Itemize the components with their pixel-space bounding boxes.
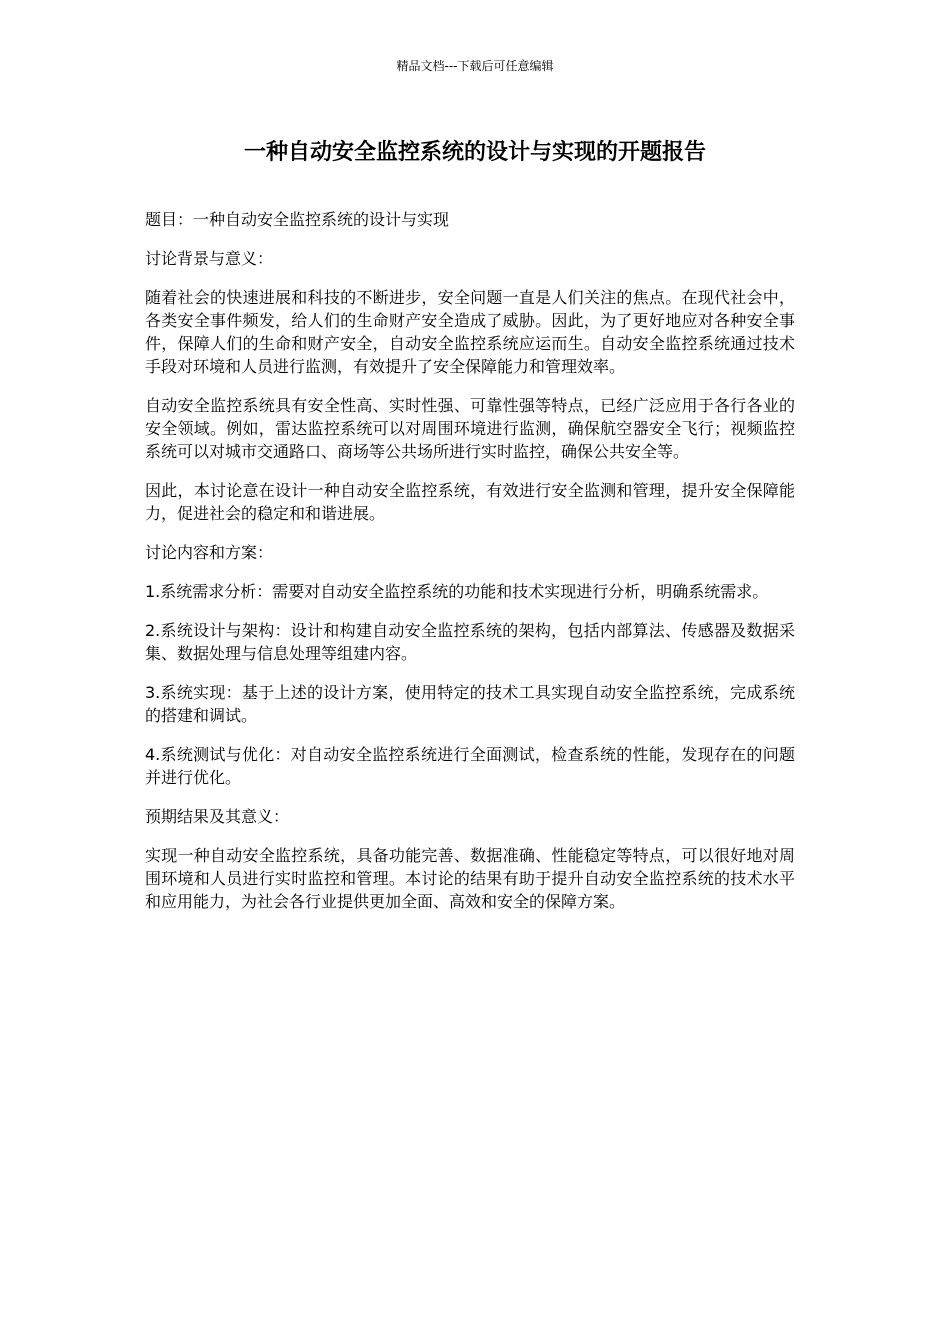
document-body [145,208,795,929]
section-heading-background: 讨论背景与意义： [145,249,274,268]
topic-line: 题目：一种自动安全监控系统的设计与实现 [145,210,450,229]
content-item-3: 3.系统实现：基于上述的设计方案，使用特定的技术工具实现自动安全监控系统，完成系统的搭建和调试。 [145,683,795,725]
document-title: 一种自动安全监控系统的设计与实现的开题报告 [243,140,706,165]
content-item-1: 1.系统需求分析：需要对自动安全监控系统的功能和技术实现进行分析，明确系统需求。 [145,582,769,601]
background-paragraph-2: 自动安全监控系统具有安全性高、实时性强、可靠性强等特点，已经广泛应用于各行各业的安全领域。例如，雷达监控系统可以对周围环境进行监测，确保航空器安全飞行；视频监控系统可以对城市交通路口、商场等公共场所进行实时监控，确保公共安全等。 [145,396,795,461]
background-paragraph-1: 随着社会的快速进展和科技的不断进步，安全问题一直是人们关注的焦点。在现代社会中，各类安全事件频发，给人们的生命财产安全造成了威胁。因此，为了更好地应对各种安全事件，保障人们的生命和财产安全，自动安全监控系统应运而生。自动安全监控系统通过技术手段对环境和人员进行监测，有效提升了安全保障能力和管理效率。 [145,288,795,376]
section-heading-results: 预期结果及其意义： [145,807,290,826]
content-item-4: 4.系统测试与优化：对自动安全监控系统进行全面测试，检查系统的性能，发现存在的问题并进行优化。 [145,745,795,787]
content-item-2: 2.系统设计与架构：设计和构建自动安全监控系统的架构，包括内部算法、传感器及数据采集、数据处理与信息处理等组建内容。 [145,621,795,663]
background-paragraph-3: 因此，本讨论意在设计一种自动安全监控系统，有效进行安全监测和管理，提升安全保障能力，促进社会的稳定和和谐进展。 [145,481,795,523]
results-paragraph: 实现一种自动安全监控系统，具备功能完善、数据准确、性能稳定等特点，可以很好地对周围环境和人员进行实时监控和管理。本讨论的结果有助于提升自动安全监控系统的技术水平和应用能力，为社会各行业提供更加全面、高效和安全的保障方案。 [145,846,795,911]
section-heading-content: 讨论内容和方案： [145,543,274,562]
header-note: 精品文档---下载后可任意编辑 [396,59,554,73]
